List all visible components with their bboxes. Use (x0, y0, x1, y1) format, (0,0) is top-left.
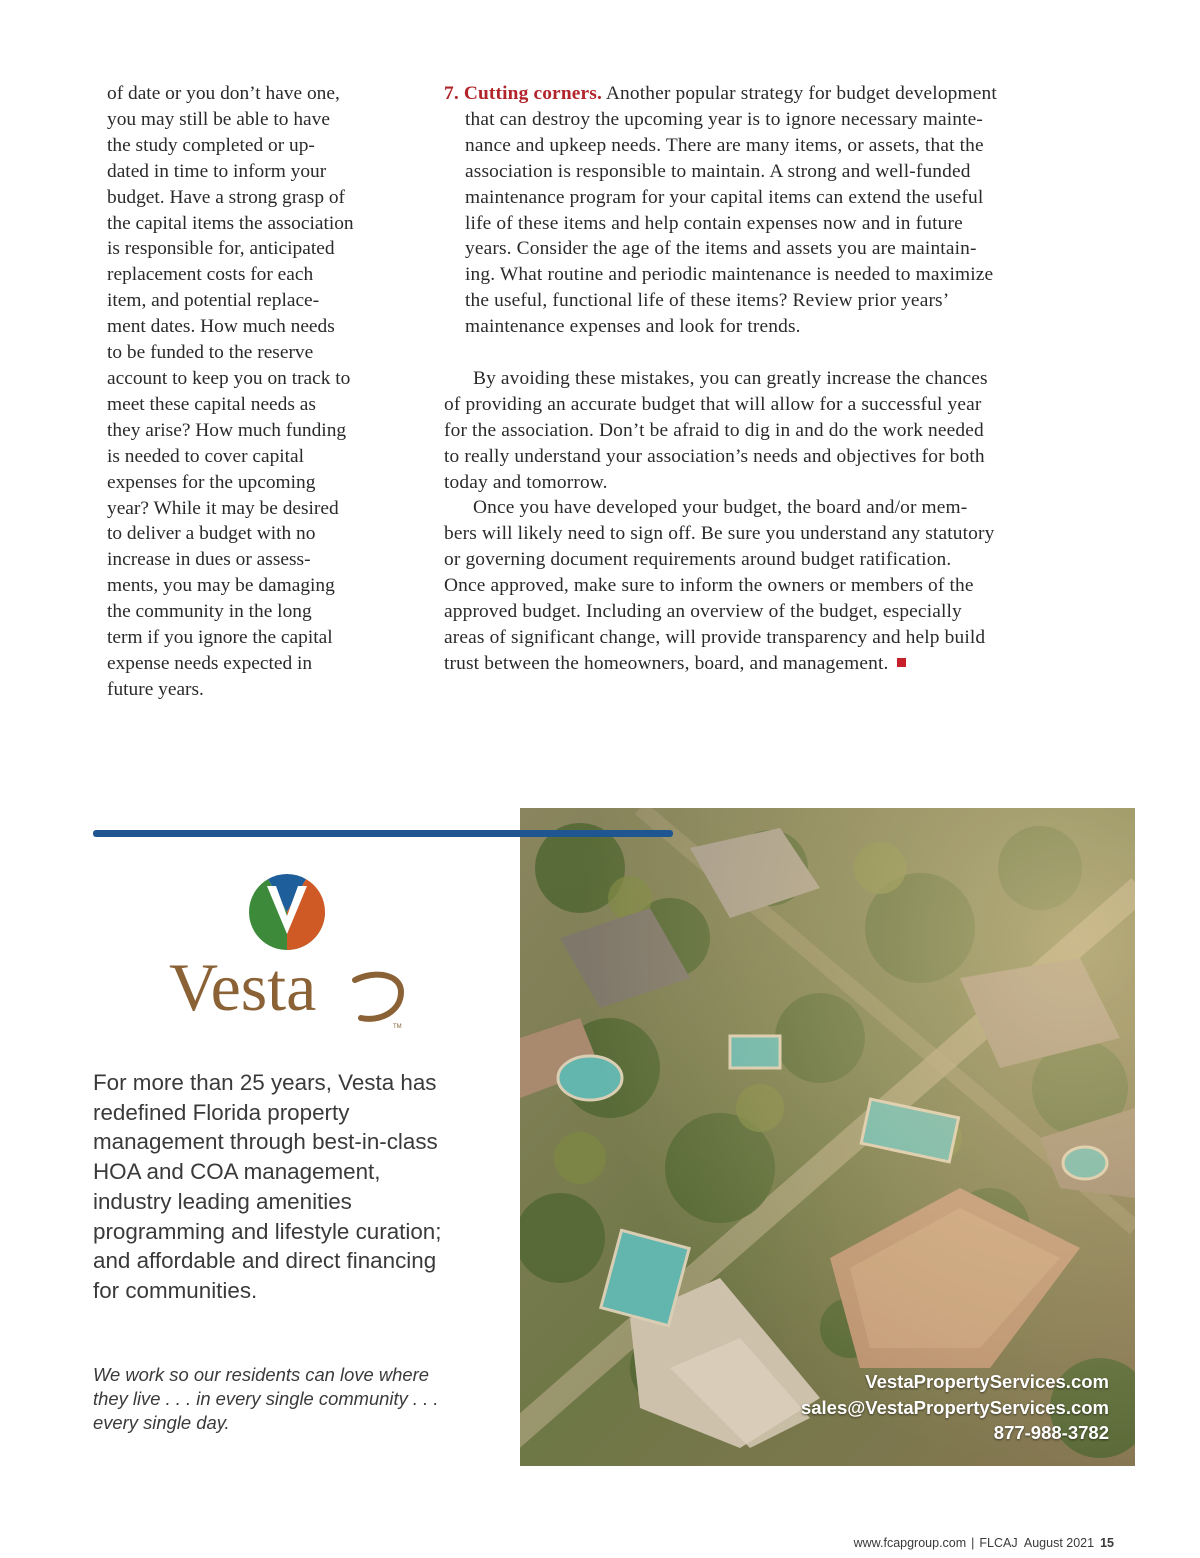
aerial-photo-illustration (520, 808, 1135, 1466)
ad-tagline (93, 1363, 493, 1436)
left-column-line: budget. Have a strong grasp of (107, 186, 346, 208)
ad-tagline-line: they live . . . in every single community . . . (93, 1388, 439, 1410)
left-column-line: of date or you don’t have one, (107, 83, 340, 104)
page-footer: www.fcapgroup.com | FLCAJ August 2021 15 (853, 1536, 1114, 1550)
item7-body (444, 107, 1094, 340)
ad-email-link[interactable]: sales@VestaPropertyServices.com (800, 1396, 1109, 1418)
item7-line: nance and upkeep needs. There are many items, or assets, that the (465, 134, 984, 156)
left-column-line: meet these capital needs as (107, 393, 316, 415)
paragraph-line: Once you have developed your budget, the board and/or mem- (473, 497, 968, 519)
left-column-line: to be funded to the reserve (107, 342, 314, 364)
ad-body-line: redefined Florida property (93, 1099, 350, 1125)
item7-line: the useful, functional life of these items? Review prior years’ (465, 290, 950, 312)
left-column-line: ment dates. How much needs (107, 316, 335, 338)
paragraph-budget-approval (444, 495, 1094, 676)
ad-website-link[interactable]: VestaPropertyServices.com (865, 1371, 1109, 1393)
paragraph-line: Once approved, make sure to inform the owners or members of the (444, 575, 974, 597)
ad-body-copy (93, 1068, 493, 1306)
ad-body-line: management through best-in-class (93, 1129, 438, 1155)
vesta-wordmark: Vesta (169, 949, 317, 1025)
paragraph-line: today and tomorrow. (444, 471, 608, 493)
page-number: 15 (1100, 1536, 1114, 1550)
left-column-line: increase in dues or assess- (107, 549, 311, 571)
left-column-line: the community in the long (107, 601, 312, 623)
left-column-line: item, and potential replace- (107, 290, 320, 312)
item7-line: ing. What routine and periodic maintenance is needed to maximize (465, 264, 994, 286)
ad-body-line: For more than 25 years, Vesta has (93, 1070, 437, 1095)
left-column (107, 81, 397, 703)
paragraph-line: or governing document requirements around budget ratification. (444, 549, 952, 571)
paragraph-line: for the association. Don’t be afraid to dig in and do the work needed (444, 419, 984, 441)
left-column-line: to deliver a budget with no (107, 523, 316, 545)
footer-issue: August 2021 (1023, 1536, 1095, 1550)
aerial-neighborhood-photo (520, 808, 1135, 1466)
ad-phone[interactable]: 877-988-3782 (993, 1422, 1109, 1444)
item7-line: association is responsible to maintain. A strong and well-funded (465, 160, 971, 182)
paragraph-line: to really understand your association’s needs and objectives for both (444, 445, 985, 467)
ad-tagline-line: every single day. (93, 1412, 230, 1434)
item7-first-line (444, 81, 1094, 107)
left-column-line: term if you ignore the capital (107, 627, 333, 649)
left-column-line: year? While it may be desired (107, 497, 339, 519)
trademark-symbol: TM (393, 1024, 402, 1030)
paragraph-line: areas of significant change, will provide transparency and help build (444, 627, 986, 649)
left-column-line: is responsible for, anticipated (107, 238, 335, 260)
ad-body-line: industry leading amenities (93, 1188, 352, 1214)
right-column (444, 81, 1094, 677)
ad-body-line: and affordable and direct financing (93, 1248, 437, 1274)
footer-publication: FLCAJ (979, 1536, 1018, 1550)
paragraph-line: By avoiding these mistakes, you can greatly increase the chances (473, 367, 988, 389)
ad-tagline-line: We work so our residents can love where (93, 1364, 429, 1385)
left-column-line: account to keep you on track to (107, 367, 351, 389)
item7-first-line-text: Another popular strategy for budget development (605, 83, 997, 104)
paragraph-avoiding-mistakes (444, 366, 1094, 496)
ad-divider-rule (93, 830, 673, 837)
left-column-line: you may still be able to have (107, 108, 330, 130)
ad-contact-block (801, 1369, 1109, 1446)
item7-line: maintenance program for your capital items can extend the useful (465, 186, 984, 208)
ad-body-line: HOA and COA management, (93, 1159, 381, 1185)
item7-line: that can destroy the upcoming year is to ignore necessary mainte- (465, 108, 984, 130)
left-column-line: dated in time to inform your (107, 160, 327, 182)
vesta-logo-mark (165, 872, 415, 1032)
footer-website[interactable]: www.fcapgroup.com (853, 1536, 967, 1550)
left-column-line: the capital items the association (107, 212, 354, 234)
left-column-line: expense needs expected in (107, 652, 313, 674)
left-column-line: replacement costs for each (107, 264, 314, 286)
left-column-line: the study completed or up- (107, 134, 315, 156)
left-column-line: future years. (107, 678, 204, 700)
item7-line: life of these items and help contain expenses now and in future (465, 212, 963, 234)
left-column-line: they arise? How much funding (107, 419, 347, 441)
left-column-line: ments, you may be damaging (107, 575, 335, 597)
item7-line: maintenance expenses and look for trends. (465, 316, 801, 338)
item7-heading: 7. Cutting corners. (444, 83, 602, 104)
paragraph-line: trust between the homeowners, board, and management. (444, 652, 889, 674)
paragraph-line: approved budget. Including an overview of the budget, especially (444, 601, 962, 623)
vesta-logo (165, 872, 415, 1032)
end-of-article-mark (897, 658, 906, 667)
ad-body-line: for communities. (93, 1277, 258, 1303)
left-column-line: expenses for the upcoming (107, 471, 316, 493)
paragraph-line: bers will likely need to sign off. Be sure you understand any statutory (444, 523, 995, 545)
ad-body-line: programming and lifestyle curation; (93, 1218, 442, 1244)
paragraph-line: of providing an accurate budget that will allow for a successful year (444, 393, 982, 415)
item7-line: years. Consider the age of the items and assets you are maintain- (465, 238, 977, 260)
left-column-line: is needed to cover capital (107, 445, 305, 467)
paragraph-last-line (444, 651, 1094, 677)
